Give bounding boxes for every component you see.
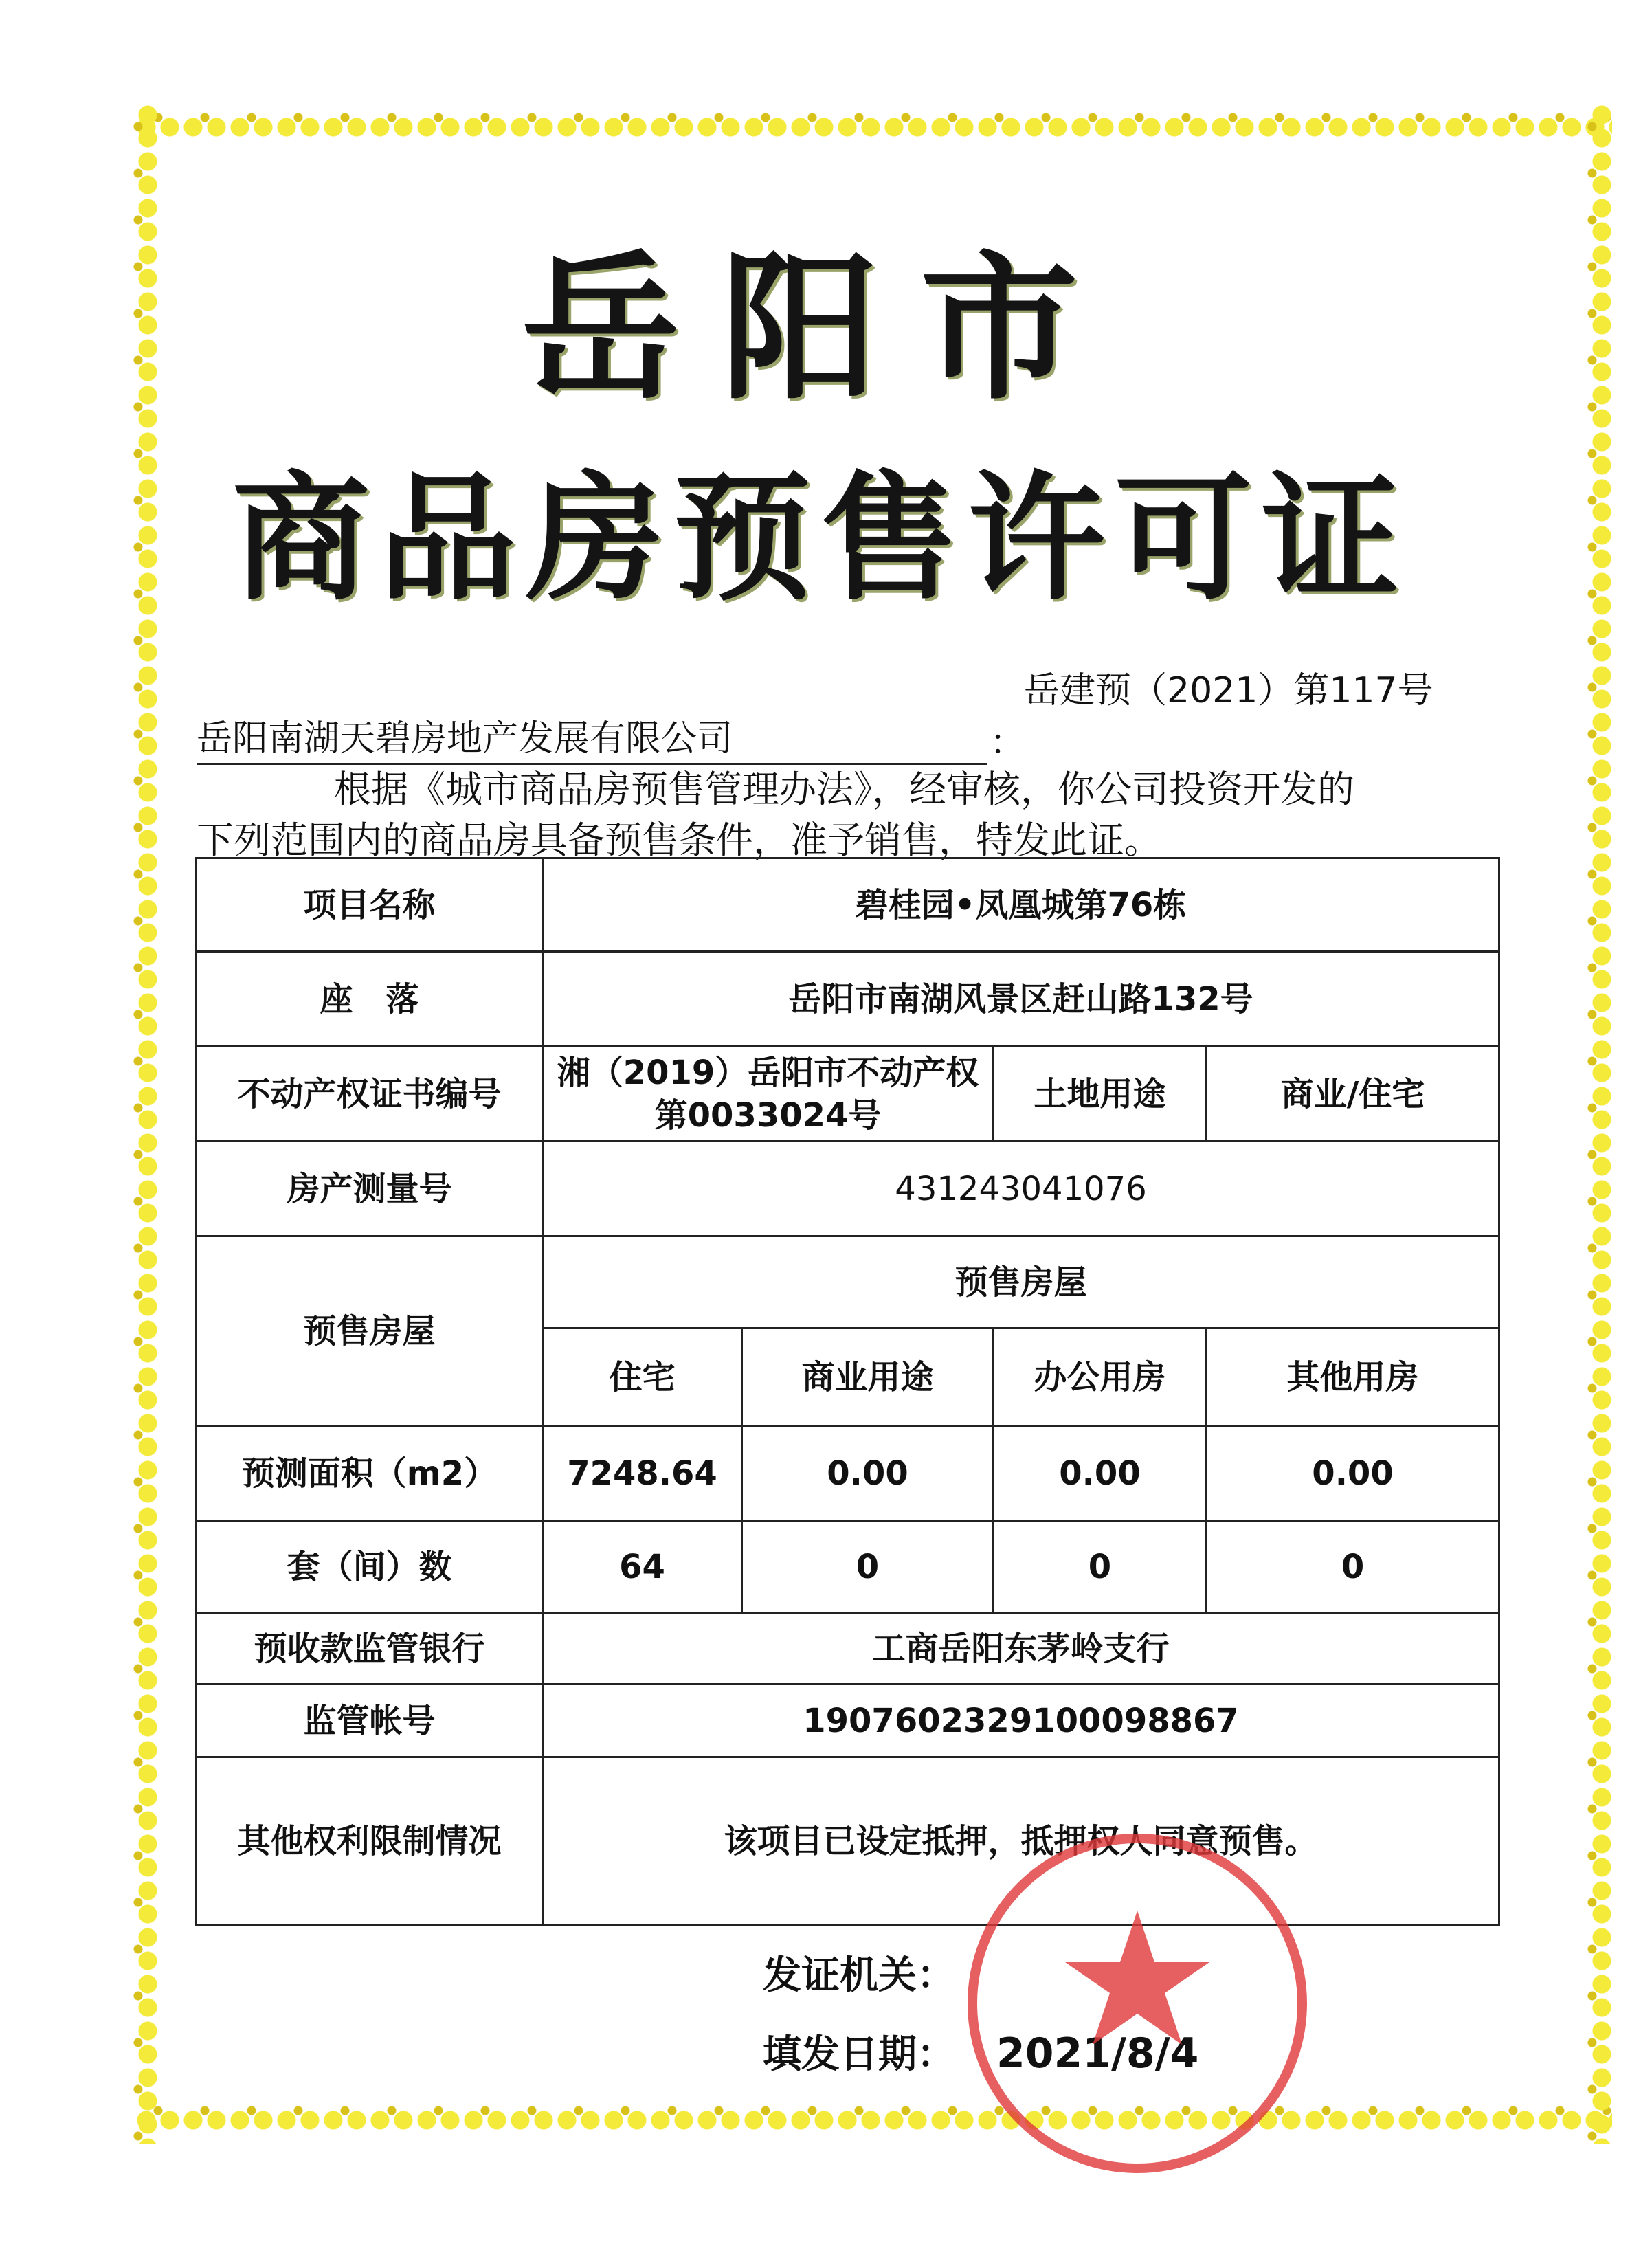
presale-col-other: 其他用房 [1207, 1328, 1499, 1426]
table-row [197, 952, 1499, 1047]
location-label: 座 落 [197, 952, 543, 1047]
issue-date-value: 2021/8/4 [996, 2030, 1199, 2078]
survey-no-label: 房产测量号 [197, 1142, 543, 1236]
table-row [197, 1613, 1499, 1685]
company-colon: ： [990, 722, 1026, 764]
table-row [197, 1426, 1499, 1521]
units-other: 0 [1207, 1521, 1499, 1613]
bank-label: 预收款监管银行 [197, 1613, 543, 1685]
issuer-label: 发证机关： [763, 1953, 955, 1998]
issue-date-label: 填发日期： [763, 2032, 955, 2077]
project-name-value: 碧桂园•凤凰城第76栋 [543, 858, 1499, 952]
other-rights-value: 该项目已设定抵押，抵押权人同意预售。 [543, 1757, 1499, 1925]
intro-line-1: 根据《城市商品房预售管理办法》，经审核，你公司投资开发的 [334, 768, 1354, 811]
property-cert-label: 不动产权证书编号 [197, 1047, 543, 1142]
units-commercial: 0 [742, 1521, 994, 1613]
area-commercial: 0.00 [742, 1426, 994, 1521]
decorative-border-bottom [135, 2096, 1612, 2144]
area-other: 0.00 [1207, 1426, 1499, 1521]
account-label: 监管帐号 [197, 1685, 543, 1757]
project-name-label: 项目名称 [197, 858, 543, 952]
units-office: 0 [994, 1521, 1207, 1613]
presale-header: 预售房屋 [543, 1236, 1499, 1328]
table-row [197, 1685, 1499, 1757]
area-office: 0.00 [994, 1426, 1207, 1521]
account-value: 19076023291000​98867 [543, 1685, 1499, 1757]
other-rights-label: 其他权利限制情况 [197, 1757, 543, 1925]
table-row [197, 1047, 1499, 1142]
certificate-number: 岳建预（2021）第117号 [1024, 670, 1433, 711]
land-use-label: 土地用途 [994, 1047, 1207, 1142]
page-title-city: 岳阳市 [521, 238, 1119, 421]
official-seal-icon [955, 1821, 1319, 2186]
page-title-certificate: 商品房预售许可证 [232, 459, 1409, 619]
table-row [197, 1236, 1499, 1328]
table-row [197, 1521, 1499, 1613]
bank-value: 工商岳阳东茅岭支行 [543, 1613, 1499, 1685]
area-label: 预测面积（m2） [197, 1426, 543, 1521]
presale-col-office: 办公用房 [994, 1328, 1207, 1426]
company-name: 岳阳南湖天碧房地产发展有限公司 [197, 715, 987, 765]
presale-col-residential: 住宅 [543, 1328, 742, 1426]
intro-line-2: 下列范围内的商品房具备预售条件，准予销售，特发此证。 [197, 819, 1161, 862]
presale-label: 预售房屋 [197, 1236, 543, 1426]
presale-col-commercial: 商业用途 [742, 1328, 994, 1426]
land-use-value: 商业/住宅 [1207, 1047, 1499, 1142]
area-residential: 7248.64 [543, 1426, 742, 1521]
units-label: 套（间）数 [197, 1521, 543, 1613]
decorative-border-top [135, 103, 1612, 151]
table-row [197, 1142, 1499, 1236]
intro-paragraph [197, 764, 1502, 866]
property-cert-value: 湘（2019）岳阳市不动产权第0033024号 [543, 1047, 994, 1142]
presale-info-table [195, 857, 1500, 1926]
units-residential: 64 [543, 1521, 742, 1613]
survey-no-value: 431243041076 [543, 1142, 1499, 1236]
table-row [197, 858, 1499, 952]
location-value: 岳阳市南湖风景区赶山路132号 [543, 952, 1499, 1047]
